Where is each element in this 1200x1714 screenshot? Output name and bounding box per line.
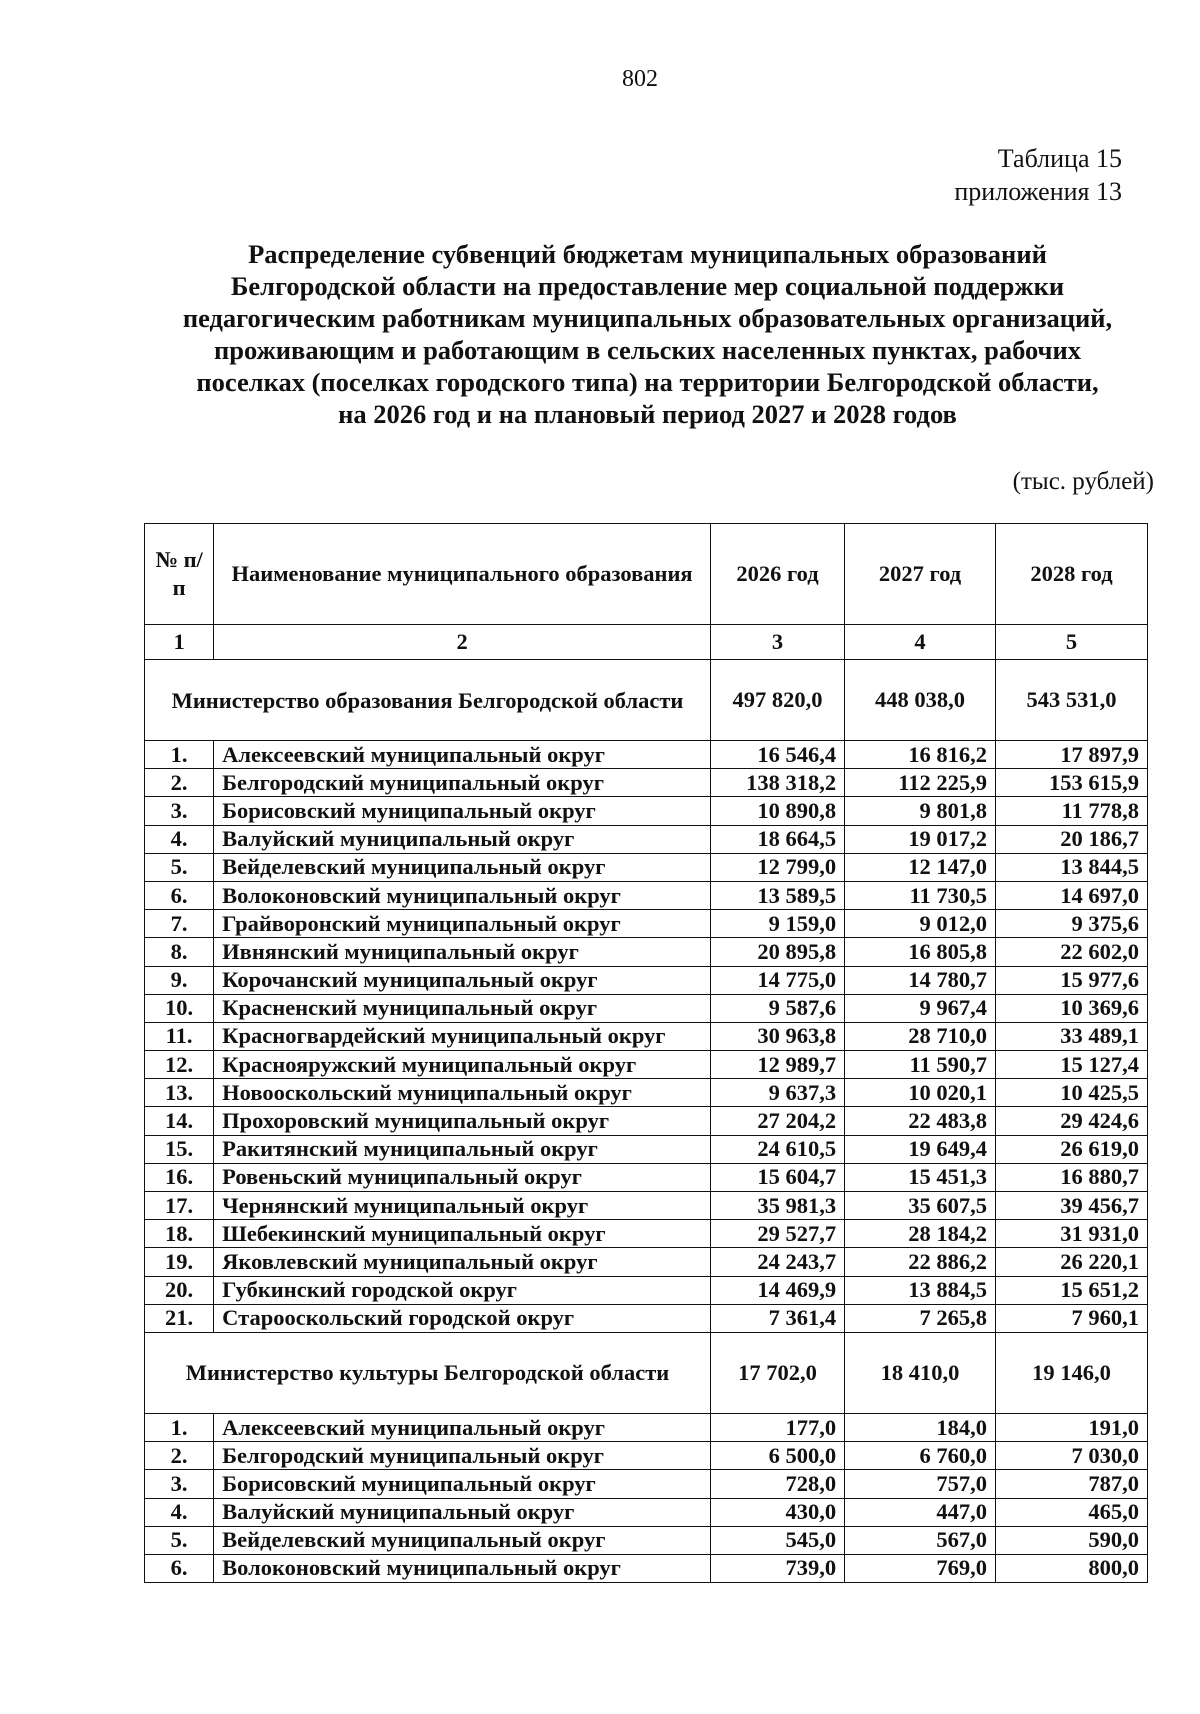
value-2028: 7 960,1 [996, 1304, 1148, 1332]
value-2026: 24 243,7 [710, 1248, 844, 1276]
value-2028: 14 697,0 [996, 881, 1148, 909]
municipality-name: Краснояружский муниципальный округ [214, 1051, 711, 1079]
ministry-total-2028: 19 146,0 [996, 1332, 1148, 1413]
document-title [140, 238, 1155, 430]
table-header-row [145, 524, 1148, 625]
value-2026: 15 604,7 [710, 1163, 844, 1191]
row-number: 1. [145, 741, 214, 769]
table-row [145, 1022, 1148, 1050]
column-index: 3 [710, 625, 844, 660]
header-2028: 2028 год [996, 524, 1148, 625]
table-row [145, 1413, 1148, 1441]
row-number: 19. [145, 1248, 214, 1276]
ministry-section-row [145, 1332, 1148, 1413]
value-2027: 12 147,0 [845, 853, 996, 881]
value-2028: 800,0 [996, 1554, 1148, 1582]
value-2026: 16 546,4 [710, 741, 844, 769]
table-row [145, 1163, 1148, 1191]
value-2027: 22 483,8 [845, 1107, 996, 1135]
row-number: 2. [145, 1442, 214, 1470]
municipality-name: Ровеньский муниципальный округ [214, 1163, 711, 1191]
municipality-name: Вейделевский муниципальный округ [214, 1526, 711, 1554]
municipality-name: Белгородский муниципальный округ [214, 1442, 711, 1470]
municipality-name: Белгородский муниципальный округ [214, 769, 711, 797]
row-number: 5. [145, 853, 214, 881]
row-number: 21. [145, 1304, 214, 1332]
value-2028: 15 651,2 [996, 1276, 1148, 1304]
municipality-name: Красненский муниципальный округ [214, 994, 711, 1022]
title-line: проживающим и работающим в сельских населенных пунктах, рабочих [213, 335, 1082, 365]
header-2027: 2027 год [845, 524, 996, 625]
value-2028: 191,0 [996, 1413, 1148, 1441]
municipality-name: Губкинский городской округ [214, 1276, 711, 1304]
header-2026: 2026 год [710, 524, 844, 625]
table-row [145, 1051, 1148, 1079]
value-2028: 26 619,0 [996, 1135, 1148, 1163]
value-2027: 13 884,5 [845, 1276, 996, 1304]
value-2027: 11 590,7 [845, 1051, 996, 1079]
value-2028: 31 931,0 [996, 1220, 1148, 1248]
table-row [145, 1276, 1148, 1304]
row-number: 2. [145, 769, 214, 797]
value-2028: 11 778,8 [996, 797, 1148, 825]
value-2027: 7 265,8 [845, 1304, 996, 1332]
value-2027: 112 225,9 [845, 769, 996, 797]
column-index-row [145, 625, 1148, 660]
municipality-name: Борисовский муниципальный округ [214, 1470, 711, 1498]
value-2027: 16 816,2 [845, 741, 996, 769]
row-number: 16. [145, 1163, 214, 1191]
column-index: 1 [145, 625, 214, 660]
municipality-name: Ракитянский муниципальный округ [214, 1135, 711, 1163]
municipality-name: Борисовский муниципальный округ [214, 797, 711, 825]
row-number: 17. [145, 1192, 214, 1220]
value-2027: 15 451,3 [845, 1163, 996, 1191]
table-row [145, 1554, 1148, 1582]
row-number: 15. [145, 1135, 214, 1163]
value-2027: 447,0 [845, 1498, 996, 1526]
row-number: 14. [145, 1107, 214, 1135]
value-2026: 10 890,8 [710, 797, 844, 825]
table-row [145, 853, 1148, 881]
header-number: № п/п [145, 524, 214, 625]
municipality-name: Шебекинский муниципальный округ [214, 1220, 711, 1248]
table-row [145, 825, 1148, 853]
value-2026: 9 587,6 [710, 994, 844, 1022]
value-2028: 15 977,6 [996, 966, 1148, 994]
value-2028: 15 127,4 [996, 1051, 1148, 1079]
ministry-total-2028: 543 531,0 [996, 660, 1148, 741]
municipality-name: Чернянский муниципальный округ [214, 1192, 711, 1220]
table-row [145, 1442, 1148, 1470]
ministry-name: Министерство культуры Белгородской области [145, 1332, 711, 1413]
row-number: 3. [145, 1470, 214, 1498]
value-2028: 17 897,9 [996, 741, 1148, 769]
value-2026: 35 981,3 [710, 1192, 844, 1220]
municipality-name: Волоконовский муниципальный округ [214, 1554, 711, 1582]
caption-appendix: приложения 13 [954, 177, 1122, 206]
value-2028: 22 602,0 [996, 938, 1148, 966]
ministry-total-2027: 448 038,0 [845, 660, 996, 741]
row-number: 10. [145, 994, 214, 1022]
value-2026: 14 469,9 [710, 1276, 844, 1304]
row-number: 3. [145, 797, 214, 825]
ministry-section-row [145, 660, 1148, 741]
table-row [145, 881, 1148, 909]
value-2028: 26 220,1 [996, 1248, 1148, 1276]
value-2028: 16 880,7 [996, 1163, 1148, 1191]
value-2028: 9 375,6 [996, 910, 1148, 938]
table-row [145, 1498, 1148, 1526]
title-line: педагогическим работникам муниципальных образовательных организаций, [182, 303, 1113, 333]
value-2027: 10 020,1 [845, 1079, 996, 1107]
value-2027: 9 012,0 [845, 910, 996, 938]
row-number: 4. [145, 825, 214, 853]
row-number: 12. [145, 1051, 214, 1079]
municipality-name: Старооскольский городской округ [214, 1304, 711, 1332]
municipality-name: Алексеевский муниципальный округ [214, 1413, 711, 1441]
value-2026: 728,0 [710, 1470, 844, 1498]
value-2026: 545,0 [710, 1526, 844, 1554]
value-2028: 29 424,6 [996, 1107, 1148, 1135]
municipality-name: Ивнянский муниципальный округ [214, 938, 711, 966]
value-2026: 20 895,8 [710, 938, 844, 966]
value-2027: 14 780,7 [845, 966, 996, 994]
value-2028: 10 369,6 [996, 994, 1148, 1022]
value-2027: 757,0 [845, 1470, 996, 1498]
row-number: 6. [145, 1554, 214, 1582]
municipality-name: Красногвардейский муниципальный округ [214, 1022, 711, 1050]
value-2028: 33 489,1 [996, 1022, 1148, 1050]
value-2028: 39 456,7 [996, 1192, 1148, 1220]
row-number: 1. [145, 1413, 214, 1441]
title-line: на 2026 год и на плановый период 2027 и 2028 годов [338, 399, 957, 429]
municipality-name: Корочанский муниципальный округ [214, 966, 711, 994]
ministry-name: Министерство образования Белгородской области [145, 660, 711, 741]
table-caption [954, 142, 1122, 208]
table-row [145, 1470, 1148, 1498]
municipality-name: Прохоровский муниципальный округ [214, 1107, 711, 1135]
row-number: 5. [145, 1526, 214, 1554]
table-row [145, 1192, 1148, 1220]
table-row [145, 741, 1148, 769]
value-2026: 430,0 [710, 1498, 844, 1526]
value-2026: 12 989,7 [710, 1051, 844, 1079]
table-row [145, 797, 1148, 825]
value-2027: 11 730,5 [845, 881, 996, 909]
value-2028: 590,0 [996, 1526, 1148, 1554]
value-2027: 19 017,2 [845, 825, 996, 853]
title-line: поселках (поселках городского типа) на территории Белгородской области, [196, 367, 1099, 397]
value-2026: 24 610,5 [710, 1135, 844, 1163]
units-label: (тыс. рублей) [1012, 468, 1154, 495]
municipality-name: Волоконовский муниципальный округ [214, 881, 711, 909]
value-2028: 10 425,5 [996, 1079, 1148, 1107]
table-row [145, 910, 1148, 938]
page-number: 802 [622, 66, 658, 92]
row-number: 11. [145, 1022, 214, 1050]
value-2026: 6 500,0 [710, 1442, 844, 1470]
row-number: 18. [145, 1220, 214, 1248]
value-2027: 9 967,4 [845, 994, 996, 1022]
municipality-name: Валуйский муниципальный округ [214, 1498, 711, 1526]
title-line: Белгородской области на предоставление мер социальной поддержки [230, 271, 1065, 301]
municipality-name: Валуйский муниципальный округ [214, 825, 711, 853]
value-2027: 28 184,2 [845, 1220, 996, 1248]
value-2026: 12 799,0 [710, 853, 844, 881]
title-line: Распределение субвенций бюджетам муниципальных образований [248, 239, 1047, 269]
row-number: 6. [145, 881, 214, 909]
municipality-name: Новооскольский муниципальный округ [214, 1079, 711, 1107]
column-index: 4 [845, 625, 996, 660]
value-2027: 19 649,4 [845, 1135, 996, 1163]
value-2028: 13 844,5 [996, 853, 1148, 881]
value-2028: 153 615,9 [996, 769, 1148, 797]
column-index: 2 [214, 625, 711, 660]
table-row [145, 938, 1148, 966]
header-name: Наименование муниципального образования [214, 524, 711, 625]
value-2028: 787,0 [996, 1470, 1148, 1498]
ministry-total-2026: 497 820,0 [710, 660, 844, 741]
value-2026: 7 361,4 [710, 1304, 844, 1332]
table-row [145, 966, 1148, 994]
row-number: 9. [145, 966, 214, 994]
value-2028: 465,0 [996, 1498, 1148, 1526]
table-body [145, 660, 1148, 1583]
value-2026: 29 527,7 [710, 1220, 844, 1248]
row-number: 13. [145, 1079, 214, 1107]
table-row [145, 1107, 1148, 1135]
value-2026: 18 664,5 [710, 825, 844, 853]
municipality-name: Грайворонский муниципальный округ [214, 910, 711, 938]
value-2027: 16 805,8 [845, 938, 996, 966]
table-row [145, 1079, 1148, 1107]
value-2026: 177,0 [710, 1413, 844, 1441]
row-number: 20. [145, 1276, 214, 1304]
table-row [145, 1135, 1148, 1163]
value-2027: 9 801,8 [845, 797, 996, 825]
ministry-total-2027: 18 410,0 [845, 1332, 996, 1413]
municipality-name: Яковлевский муниципальный округ [214, 1248, 711, 1276]
value-2026: 27 204,2 [710, 1107, 844, 1135]
value-2026: 9 159,0 [710, 910, 844, 938]
value-2027: 35 607,5 [845, 1192, 996, 1220]
value-2027: 184,0 [845, 1413, 996, 1441]
value-2027: 28 710,0 [845, 1022, 996, 1050]
row-number: 7. [145, 910, 214, 938]
row-number: 8. [145, 938, 214, 966]
value-2026: 30 963,8 [710, 1022, 844, 1050]
municipality-name: Алексеевский муниципальный округ [214, 741, 711, 769]
ministry-total-2026: 17 702,0 [710, 1332, 844, 1413]
table-row [145, 994, 1148, 1022]
column-index: 5 [996, 625, 1148, 660]
caption-table-number: Таблица 15 [997, 144, 1122, 173]
value-2027: 769,0 [845, 1554, 996, 1582]
value-2028: 7 030,0 [996, 1442, 1148, 1470]
value-2027: 6 760,0 [845, 1442, 996, 1470]
table-row [145, 1248, 1148, 1276]
value-2027: 22 886,2 [845, 1248, 996, 1276]
value-2028: 20 186,7 [996, 825, 1148, 853]
value-2026: 14 775,0 [710, 966, 844, 994]
subventions-table [144, 523, 1148, 1583]
table-row [145, 1304, 1148, 1332]
value-2026: 739,0 [710, 1554, 844, 1582]
municipality-name: Вейделевский муниципальный округ [214, 853, 711, 881]
table-row [145, 1526, 1148, 1554]
table-row [145, 1220, 1148, 1248]
value-2027: 567,0 [845, 1526, 996, 1554]
value-2026: 13 589,5 [710, 881, 844, 909]
table-row [145, 769, 1148, 797]
row-number: 4. [145, 1498, 214, 1526]
value-2026: 9 637,3 [710, 1079, 844, 1107]
value-2026: 138 318,2 [710, 769, 844, 797]
